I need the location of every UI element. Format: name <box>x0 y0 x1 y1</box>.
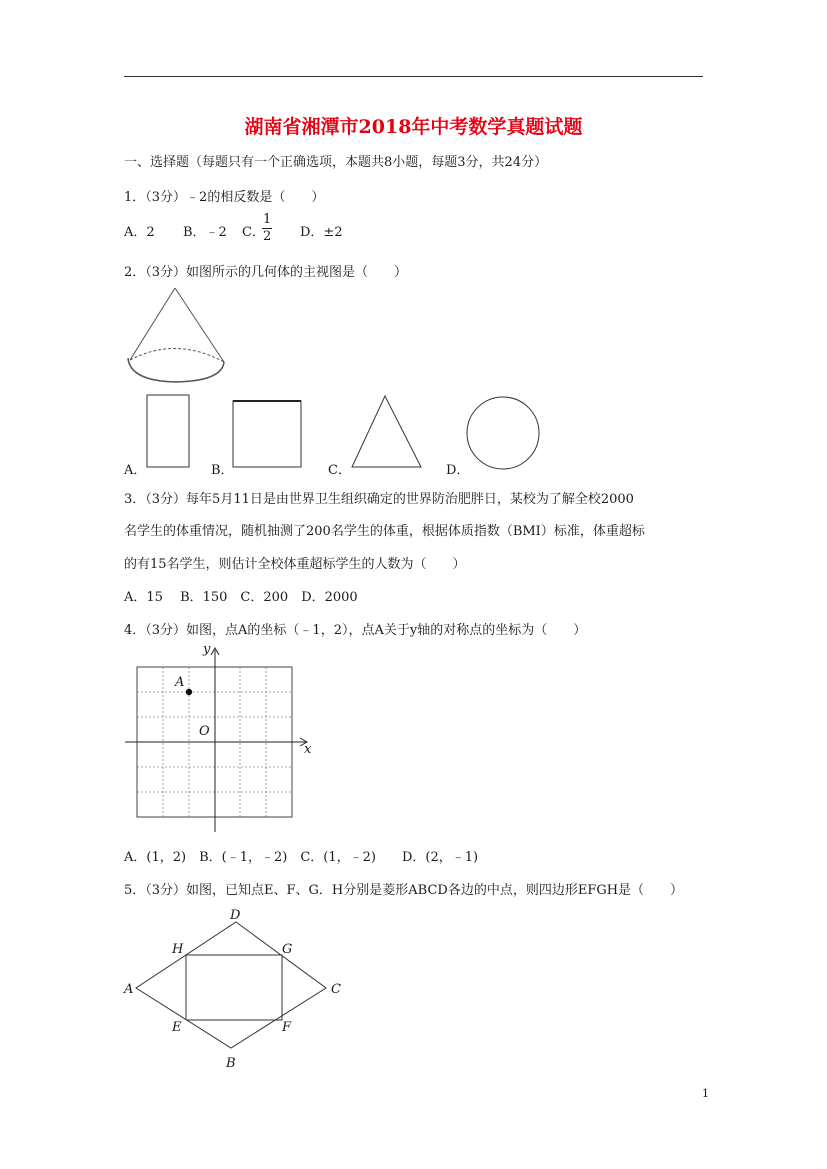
question-3-line-1: 3．（3分）每年5月11日是由世界卫生组织确定的世界防治肥胖日，某校为了解全校2000 <box>124 492 634 507</box>
fraction-denominator: 2 <box>263 229 272 244</box>
y-axis-label: y <box>203 642 211 657</box>
vertex-c-label: C <box>331 982 341 997</box>
front-view-triangle <box>350 394 424 470</box>
page-title: 湖南省湘潭市2018年中考数学真题试题 <box>244 116 583 138</box>
front-view-tall-rectangle <box>146 394 192 470</box>
fraction-one-half <box>262 213 272 244</box>
front-view-square <box>232 399 304 469</box>
question-4-stem: 4．（3分）如图，点A的坐标（﹣1，2），点A关于y轴的对称点的坐标为（ ） <box>124 623 587 638</box>
question-1-stem: 1．（3分）﹣2的相反数是（ ） <box>124 190 325 205</box>
page-number: 1 <box>702 1087 709 1100</box>
rhombus-figure <box>120 905 350 1075</box>
vertex-b-label: B <box>226 1056 236 1071</box>
origin-label: O <box>199 724 210 739</box>
question-2-option-d-label: D． <box>446 463 470 478</box>
header-rule <box>124 76 703 77</box>
question-3-line-3: 的有15名学生，则估计全校体重超标学生的人数为（ ） <box>124 557 466 572</box>
vertex-e-label: E <box>172 1020 182 1035</box>
vertex-h-label: H <box>172 942 184 957</box>
question-2-option-a-label: A． <box>124 463 147 478</box>
front-view-circle <box>466 396 542 472</box>
question-5-stem: 5．（3分）如图，已知点E、F、G．H分别是菱形ABCD各边的中点，则四边形EFGH是（ ） <box>124 883 684 898</box>
coordinate-grid-figure <box>120 640 320 840</box>
question-4-options: A．(1，2) B．(﹣1，﹣2) C．(1，﹣2) D．(2，﹣1) <box>124 850 479 865</box>
fraction-numerator: 1 <box>263 212 272 227</box>
question-3-options: A．15 B．150 C．200 D．2000 <box>124 590 358 605</box>
question-1-option-c: C． <box>242 225 265 240</box>
vertex-f-label: F <box>282 1020 292 1035</box>
question-2-stem: 2．（3分）如图所示的几何体的主视图是（ ） <box>124 265 408 280</box>
cone-figure <box>124 284 234 388</box>
point-a-label: A <box>175 675 185 690</box>
question-2-option-c-label: C． <box>328 463 351 478</box>
section-heading: 一、选择题（每题只有一个正确选项，本题共8小题，每题3分，共24分） <box>124 155 548 170</box>
question-3-line-2: 名学生的体重情况，随机抽测了200名学生的体重，根据体质指数（BMI）标准，体重超标 <box>124 524 645 539</box>
question-1-option-d: D．±2 <box>300 225 343 240</box>
question-2-option-b-label: B． <box>211 463 234 478</box>
vertex-a-label: A <box>124 982 134 997</box>
question-1-option-b: B．﹣2 <box>183 225 227 240</box>
vertex-d-label: D <box>230 908 241 923</box>
vertex-g-label: G <box>282 942 293 957</box>
x-axis-label: x <box>304 742 312 757</box>
question-1-option-a: A．2 <box>124 225 155 240</box>
